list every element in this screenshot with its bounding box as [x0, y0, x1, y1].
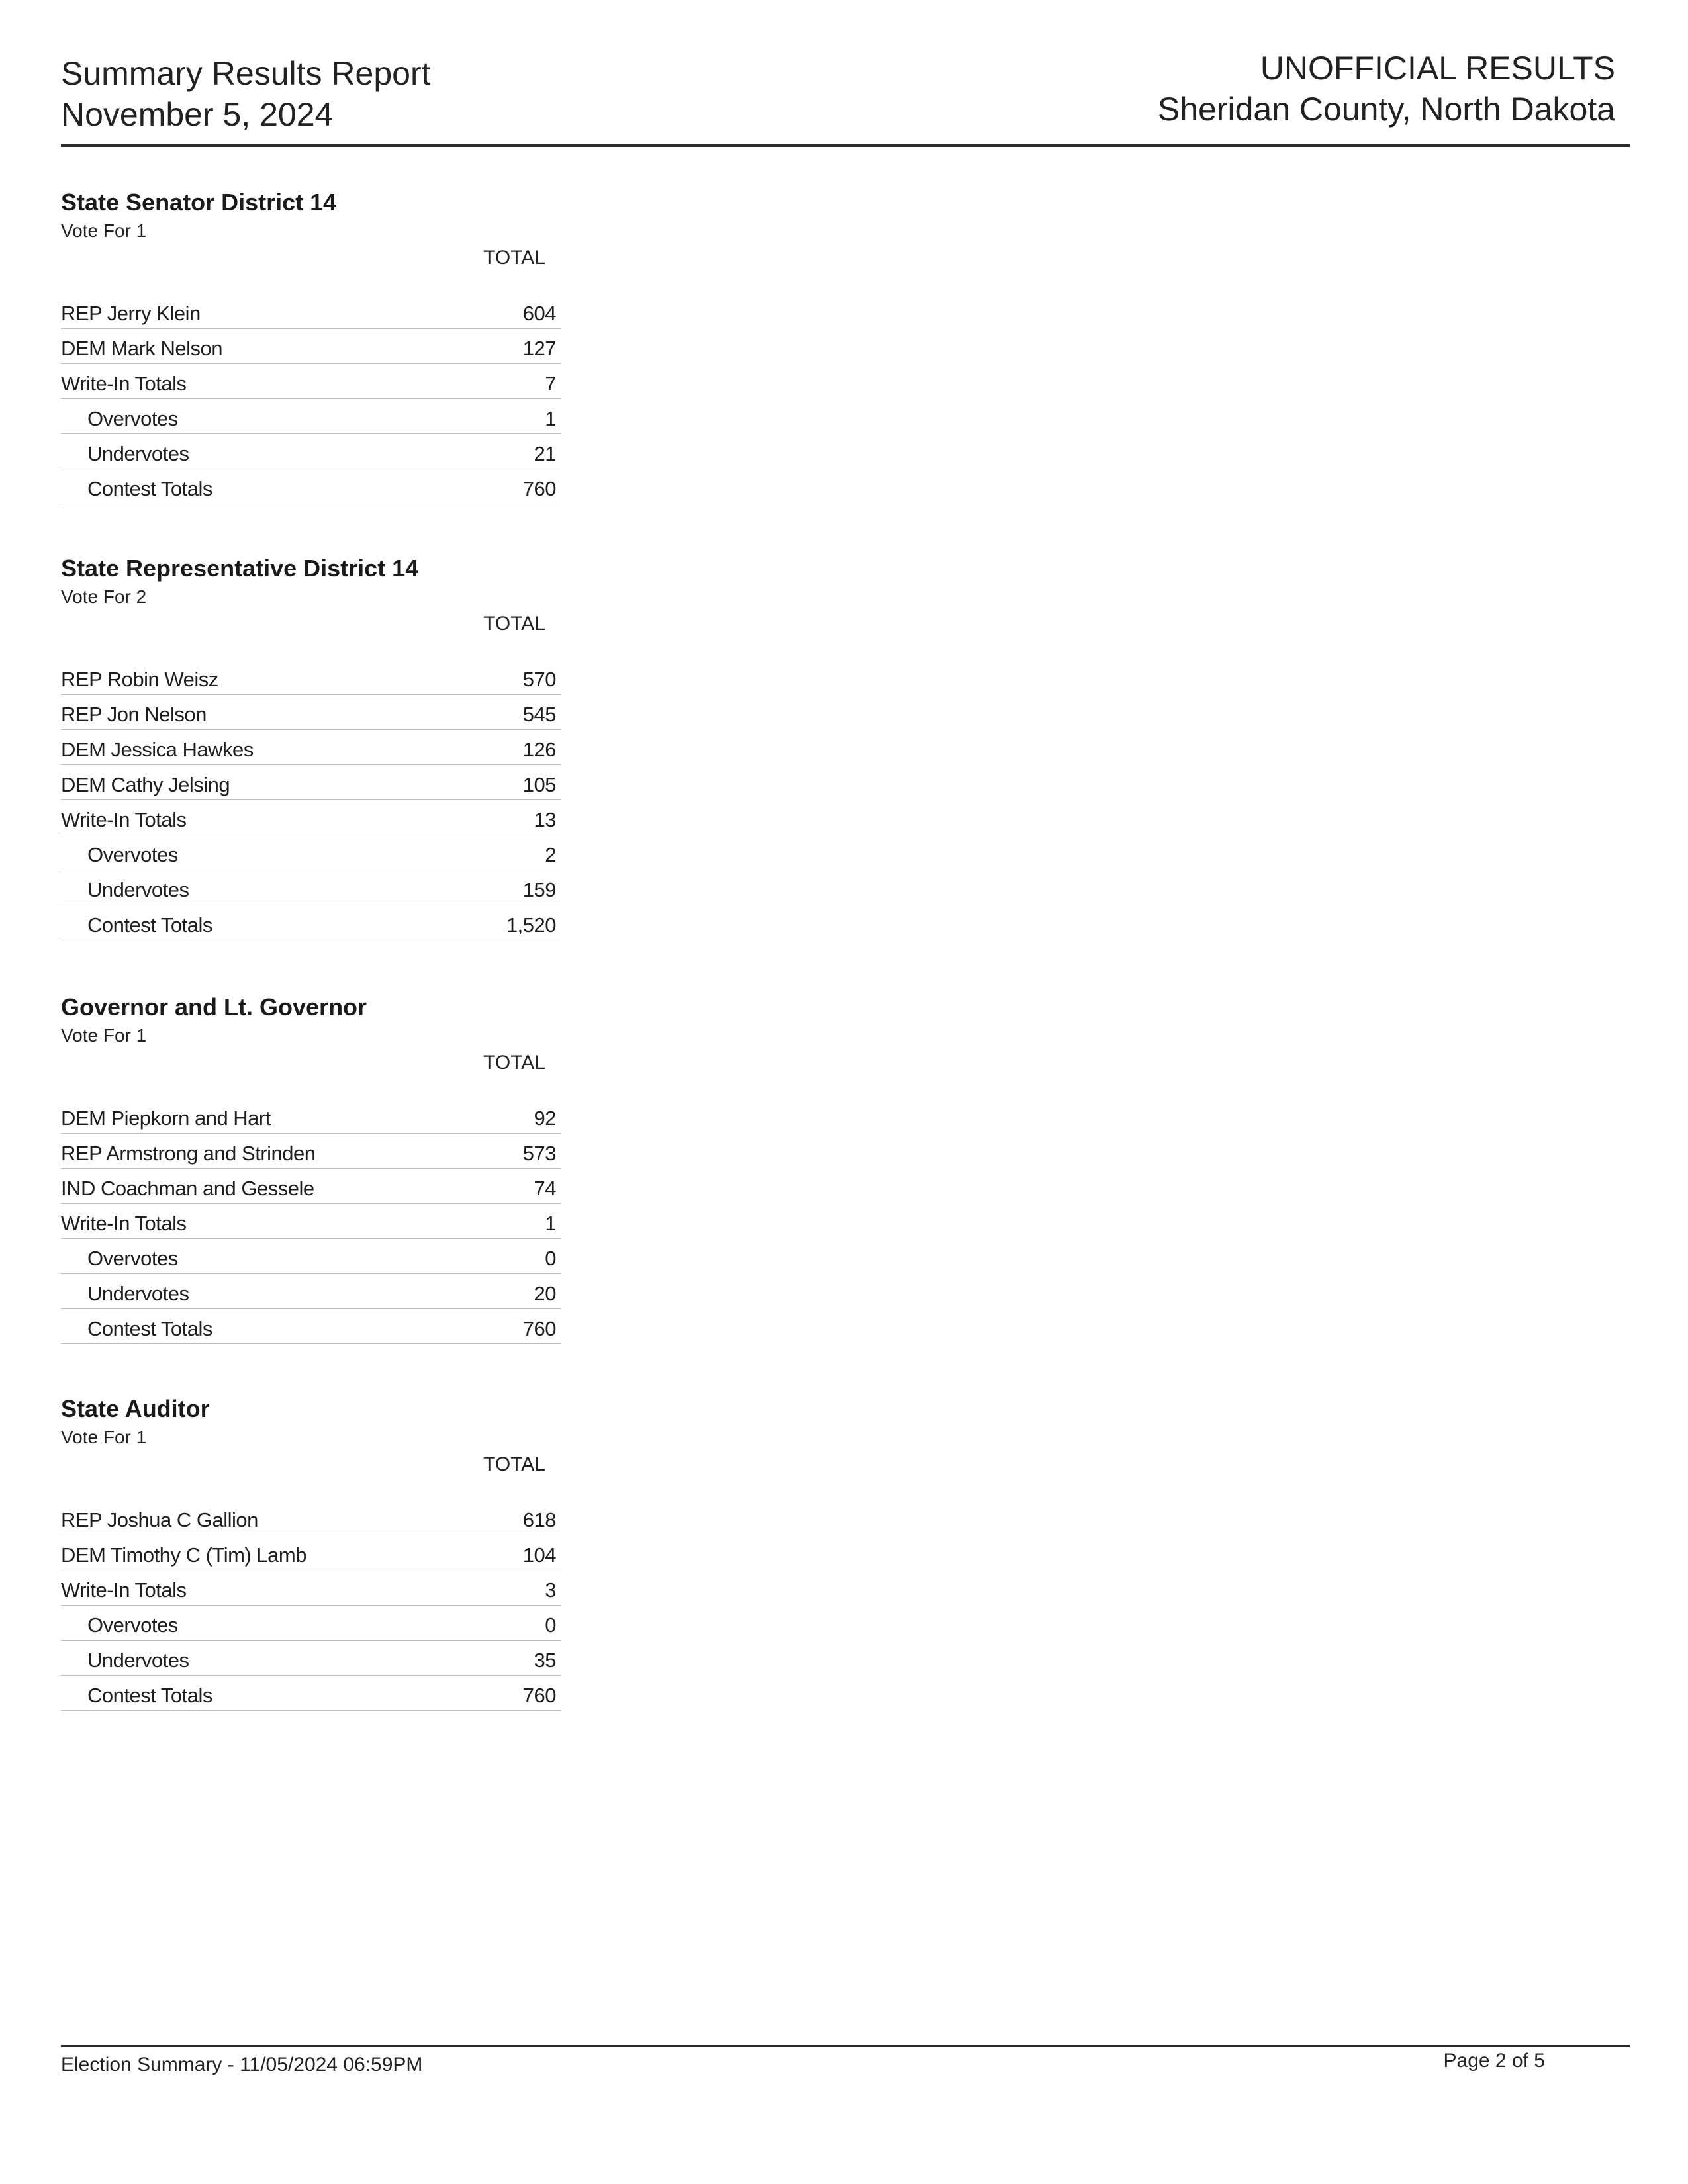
row-value: 105: [522, 773, 556, 796]
row-label: Undervotes: [87, 1649, 189, 1672]
row-label: REP Jon Nelson: [61, 703, 207, 726]
header-divider: [61, 144, 1630, 147]
results-table: [61, 660, 561, 940]
table-row: [61, 364, 561, 399]
vote-for: Vote For 2: [61, 586, 147, 607]
row-value: 7: [545, 372, 556, 395]
table-row: [61, 1500, 561, 1535]
table-row: [61, 1274, 561, 1309]
row-label: REP Robin Weisz: [61, 668, 218, 691]
table-row: [61, 870, 561, 905]
row-value: 20: [534, 1282, 556, 1305]
table-row: [61, 835, 561, 870]
row-value: 21: [534, 442, 556, 465]
jurisdiction: Sheridan County, North Dakota: [1157, 91, 1615, 128]
vote-for: Vote For 1: [61, 1025, 147, 1046]
table-row: [61, 660, 561, 695]
row-value: 127: [522, 337, 556, 360]
row-label: Contest Totals: [87, 1317, 212, 1340]
row-label: Contest Totals: [87, 1684, 212, 1707]
row-value: 0: [545, 1614, 556, 1637]
table-row: [61, 905, 561, 940]
row-label: DEM Piepkorn and Hart: [61, 1107, 271, 1130]
total-column-header: TOTAL: [483, 1453, 545, 1475]
table-row: [61, 294, 561, 329]
row-label: Overvotes: [87, 1614, 178, 1637]
row-label: Write-In Totals: [61, 808, 187, 831]
row-value: 126: [522, 738, 556, 761]
table-row: [61, 695, 561, 730]
table-row: [61, 329, 561, 364]
table-row: [61, 1309, 561, 1344]
row-label: DEM Jessica Hawkes: [61, 738, 254, 761]
contest-title: State Representative District 14: [61, 555, 419, 582]
row-label: Undervotes: [87, 1282, 189, 1305]
results-status: UNOFFICIAL RESULTS: [1260, 50, 1615, 87]
row-value: 1,520: [506, 913, 556, 936]
results-table: [61, 1500, 561, 1711]
row-value: 0: [545, 1247, 556, 1270]
contest-title: Governor and Lt. Governor: [61, 993, 367, 1021]
report-header: [61, 53, 431, 135]
row-label: Undervotes: [87, 442, 189, 465]
table-row: [61, 1239, 561, 1274]
report-date: November 5, 2024: [61, 96, 334, 133]
row-value: 13: [534, 808, 556, 831]
table-row: [61, 1535, 561, 1570]
election-summary-timestamp: Election Summary - 11/05/2024 06:59PM: [61, 2054, 423, 2075]
table-row: [61, 1204, 561, 1239]
row-label: REP Joshua C Gallion: [61, 1508, 258, 1531]
row-value: 104: [522, 1543, 556, 1567]
results-table: [61, 1099, 561, 1344]
row-label: Undervotes: [87, 878, 189, 901]
table-row: [61, 1169, 561, 1204]
contest-title: State Senator District 14: [61, 189, 337, 216]
row-label: REP Jerry Klein: [61, 302, 201, 325]
row-label: Contest Totals: [87, 477, 212, 500]
row-label: Write-In Totals: [61, 372, 187, 395]
row-value: 92: [534, 1107, 556, 1130]
row-value: 760: [522, 1684, 556, 1707]
row-value: 618: [522, 1508, 556, 1531]
row-label: Overvotes: [87, 407, 178, 430]
row-label: DEM Mark Nelson: [61, 337, 222, 360]
row-value: 604: [522, 302, 556, 325]
table-row: [61, 1134, 561, 1169]
row-value: 35: [534, 1649, 556, 1672]
table-row: [61, 1570, 561, 1606]
contest-title: State Auditor: [61, 1395, 210, 1422]
total-column-header: TOTAL: [483, 1052, 545, 1073]
row-label: Contest Totals: [87, 913, 212, 936]
table-row: [61, 800, 561, 835]
row-value: 3: [545, 1578, 556, 1602]
total-column-header: TOTAL: [483, 247, 545, 269]
contest-state-representative-14: [61, 554, 561, 940]
row-value: 760: [522, 477, 556, 500]
row-label: Overvotes: [87, 1247, 178, 1270]
row-value: 570: [522, 668, 556, 691]
row-value: 573: [522, 1142, 556, 1165]
row-value: 545: [522, 703, 556, 726]
row-value: 2: [545, 843, 556, 866]
table-row: [61, 399, 561, 434]
table-row: [61, 765, 561, 800]
row-value: 760: [522, 1317, 556, 1340]
table-row: [61, 1099, 561, 1134]
table-row: [61, 1606, 561, 1641]
contest-state-auditor: [61, 1394, 561, 1711]
row-label: DEM Timothy C (Tim) Lamb: [61, 1543, 306, 1567]
row-value: 1: [545, 407, 556, 430]
table-row: [61, 469, 561, 504]
row-value: 1: [545, 1212, 556, 1235]
footer-divider: [61, 2045, 1630, 2047]
total-column-header: TOTAL: [483, 613, 545, 635]
row-label: Overvotes: [87, 843, 178, 866]
row-label: Write-In Totals: [61, 1212, 187, 1235]
results-table: [61, 294, 561, 504]
report-title: Summary Results Report: [61, 55, 431, 92]
row-label: Write-In Totals: [61, 1578, 187, 1602]
page-number: Page 2 of 5: [1443, 2050, 1545, 2071]
table-row: [61, 1641, 561, 1676]
row-label: REP Armstrong and Strinden: [61, 1142, 316, 1165]
table-row: [61, 434, 561, 469]
contest-state-senator-14: [61, 188, 561, 504]
contest-governor: [61, 993, 561, 1344]
table-row: [61, 730, 561, 765]
row-value: 74: [534, 1177, 556, 1200]
table-row: [61, 1676, 561, 1711]
vote-for: Vote For 1: [61, 220, 147, 241]
row-label: DEM Cathy Jelsing: [61, 773, 230, 796]
row-value: 159: [522, 878, 556, 901]
report-status-block: [1158, 48, 1615, 130]
vote-for: Vote For 1: [61, 1427, 147, 1447]
row-label: IND Coachman and Gessele: [61, 1177, 314, 1200]
